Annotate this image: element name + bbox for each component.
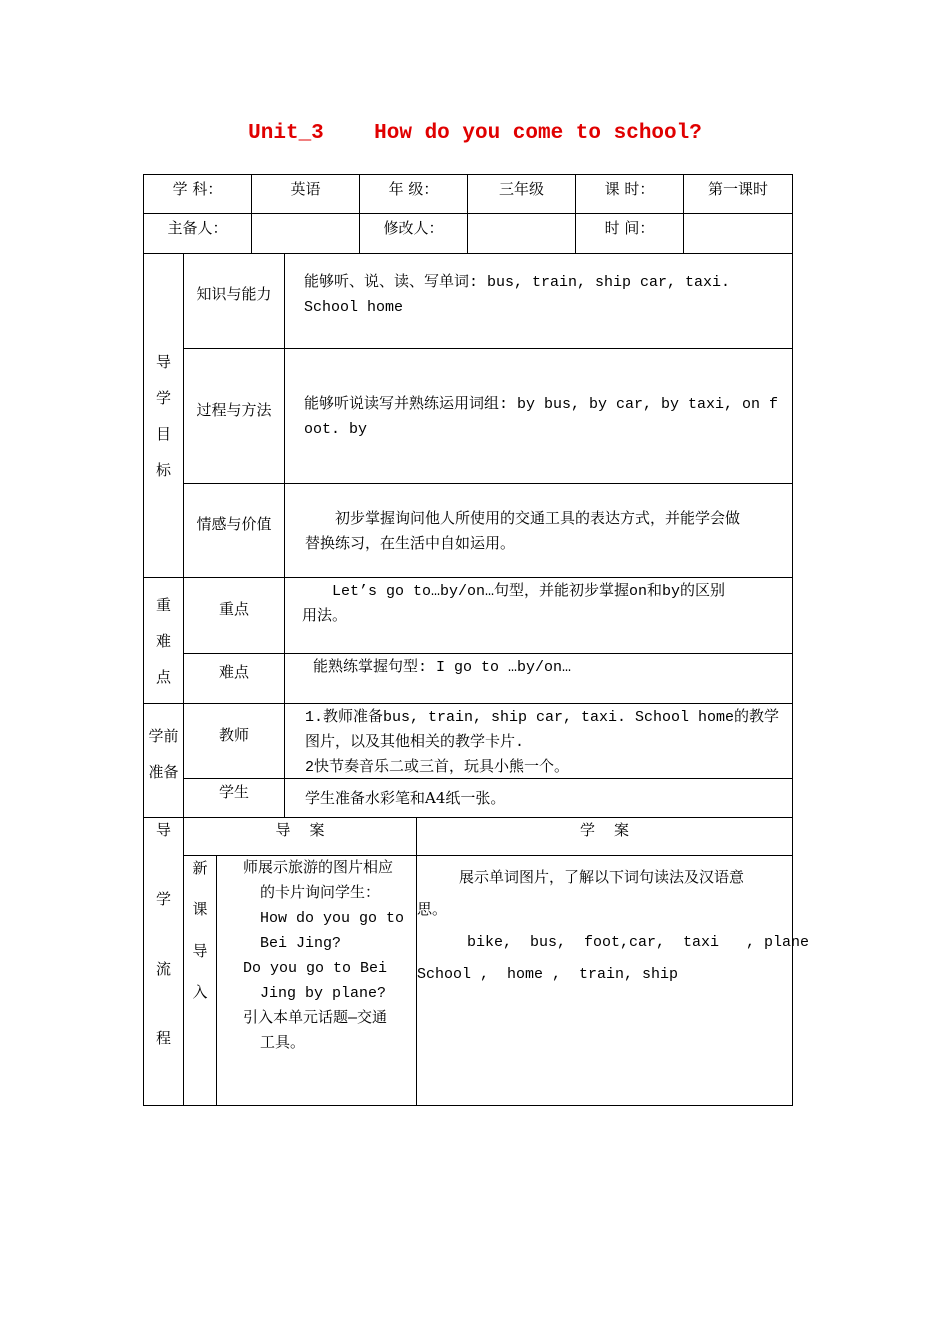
time-value [684,214,792,242]
key-text: Let’s go to…by/on…句型，并能初步掌握on和by的区别 用法。 [302,583,726,625]
difficult-label: 难点 [218,662,249,681]
study-header: 学 案 [579,821,630,839]
preparer-value [252,214,359,242]
reviser-value [468,214,575,242]
preparation-section-label: 学前 准备 [148,727,179,781]
objectives-section-label: 导 学 目 标 [155,352,171,479]
knowledge-text: 能够听、说、读、写单词: bus, train, ship car, taxi. School home [304,274,731,316]
student-label: 学生 [218,783,249,801]
reviser-label: 修改人： [383,218,444,237]
flow-section-label: 导 学 流 程 [155,821,171,1047]
process-label: 过程与方法 [196,400,272,419]
knowledge-label: 知识与能力 [196,284,272,303]
student-text: 学生准备水彩笔和A4纸一张。 [305,789,506,807]
guide-header: 导 案 [275,821,325,839]
document-title: Unit_3 How do you come to school? [248,122,702,145]
grade-label: 年 级： [388,179,439,198]
process-text: 能够听说读写并熟练运用词组: by bus, by car, by taxi, on f oot. by [304,396,779,438]
difficult-text: 能熟练掌握句型: I go to …by/on… [313,659,572,676]
subject-label: 学 科： [172,179,223,198]
teacher-label: 教师 [218,725,249,744]
time-label: 时 间： [604,218,655,237]
study-text: 展示单词图片，了解以下词句读法及汉语意 思。 bike, bus, foot,car, taxi , plane School , home , train, ship [417,870,810,983]
emotion-text: 初步掌握询问他人所使用的交通工具的表达方式，并能学会做 替换练习，在生活中自如运用。 [305,509,741,552]
stage-label: 新 课 导 入 [192,859,208,1001]
keypoints-section-label: 重 难 点 [155,595,171,686]
period-label: 课 时： [604,179,655,198]
teacher-text: 1.教师准备bus, train, ship car, taxi. School home的教学 图片，以及其他相关的教学卡片. 2快节奏音乐二或三首，玩具小熊一个。 [305,709,780,776]
period-value: 第一课时 [707,179,768,198]
subject-value: 英语 [290,179,321,198]
guide-text: 师展示旅游的图片相应 的卡片询问学生： How do you go to Bei Jing? Do you go to Bei Jing by plane? 引入本单元话题—交通 工具。 [243,860,405,1052]
emotion-label: 情感与价值 [196,514,272,533]
preparer-label: 主备人： [167,218,228,237]
key-label: 重点 [218,599,249,618]
grade-value: 三年级 [498,179,544,198]
